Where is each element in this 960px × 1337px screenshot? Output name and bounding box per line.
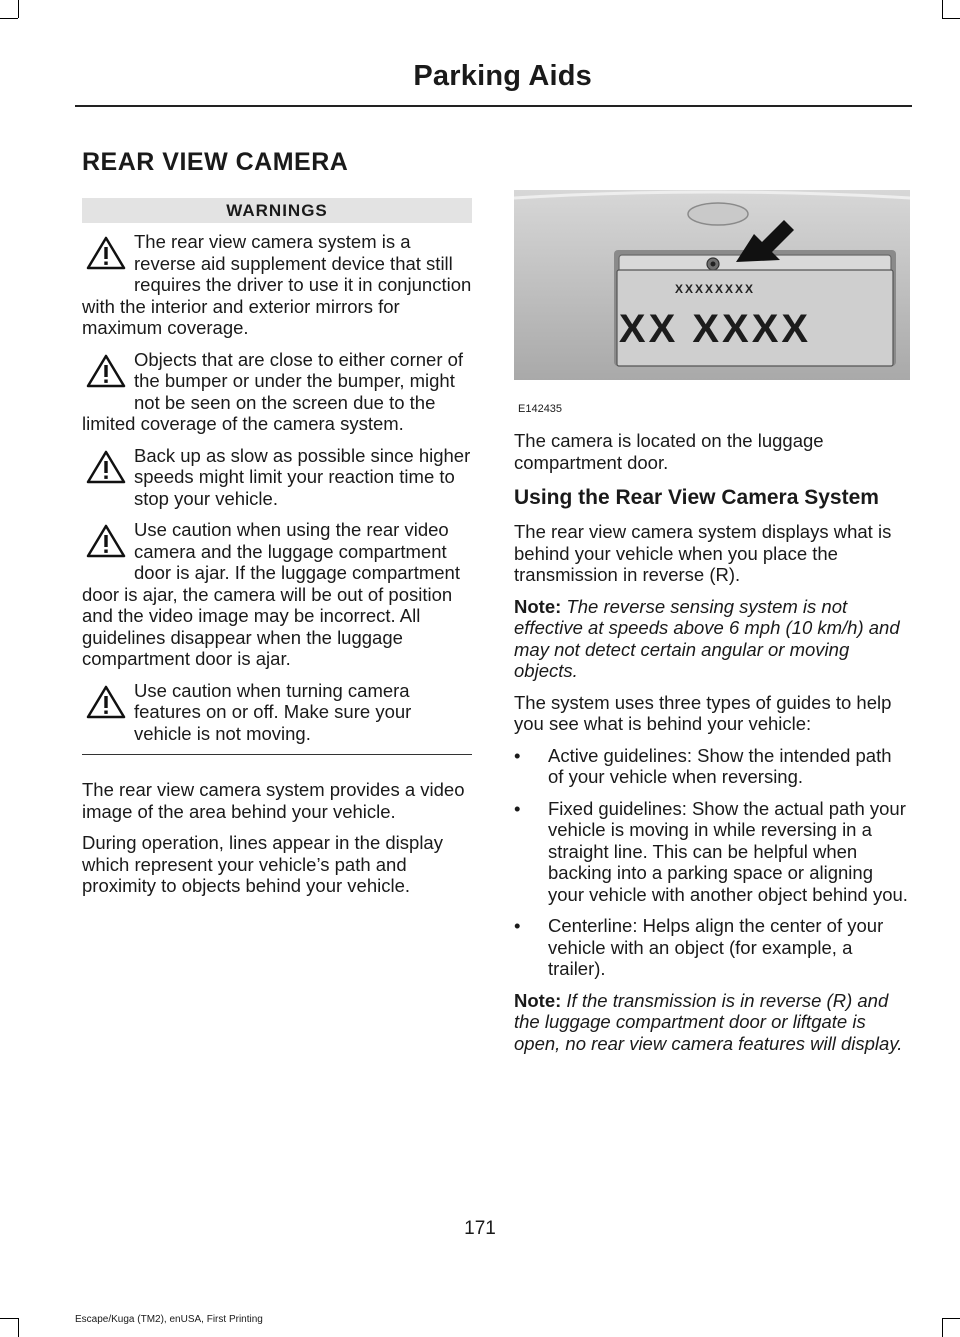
footer-text: Escape/Kuga (TM2), enUSA, First Printing [75,1314,263,1325]
liftgate-illustration [514,190,910,380]
handle-recess [688,203,748,225]
note [514,990,908,1055]
crop-mark [942,1318,943,1337]
camera-location-illustration [514,190,910,380]
crop-mark [18,0,19,18]
warning-triangle-icon [86,450,126,484]
body-paragraph: The rear view camera system displays what is behind your vehicle when you place the transmission in reverse (R). [514,521,892,585]
crop-mark [942,18,960,19]
plate-top-text: XXXXXXXX [674,282,756,296]
list-item: • Fixed guidelines: Show the actual path your vehicle is moving in while reversing in a straight line. This can be helpful when backing into a parking space or aligning your vehicle with another object behind you. [514,797,908,905]
body-paragraph: During operation, lines appear in the display which represent your vehicle’s path and proximity to objects behind your vehicle. [82,832,443,896]
note-text: If the transmission is in reverse (R) and the luggage compartment door or liftgate is open, no rear view camera features will display. [514,989,903,1054]
subheading: Using the Rear View Camera System [514,486,879,509]
list-item: • Centerline: Helps align the center of your vehicle with an object (for example, a trailer). [514,915,884,979]
list-item: • Active guidelines: Show the intended path of your vehicle when reversing. [514,744,892,787]
warning-item: Back up as slow as possible since higher speeds might limit your reaction time to stop your vehicle. [82,445,472,510]
warnings-divider [82,754,472,755]
warning-triangle-icon [86,236,126,270]
warning-item: Use caution when turning camera features on or off. Make sure your vehicle is not moving. [82,680,472,745]
warning-triangle-icon [86,524,126,558]
figure-code: E142435 [518,403,563,415]
warning-item: Objects that are close to either corner of the bumper or under the bumper, might not be seen on the screen due to the limited coverage of the camera system. [82,348,464,434]
bullet-glyph: • [514,797,521,819]
figure-caption: The camera is located on the luggage compartment door. [514,430,824,473]
note-label: Note: [514,595,562,617]
warning-triangle-icon [86,354,126,388]
body-paragraph: The system uses three types of guides to help you see what is behind your vehicle: [514,691,892,734]
crop-mark [942,0,943,18]
warning-triangle-icon [86,685,126,719]
bullet-glyph: • [514,915,521,936]
left-column [82,198,472,907]
page-number: 171 [464,1218,496,1239]
crop-mark [0,1318,18,1319]
note-label: Note: [514,989,562,1011]
page-title: REAR VIEW CAMERA [82,148,349,176]
crop-mark [0,18,18,19]
note [514,596,908,682]
warning-item: The rear view camera system is a reverse aid supplement device that still requires the driver to use it in conjunction with the interior and exterior mirrors for maximum coverage. [82,231,472,338]
crop-mark [942,1318,960,1319]
bullet-glyph: • [514,744,521,766]
body-paragraph: The rear view camera system provides a video image of the area behind your vehicle. [82,779,465,822]
warning-item: Use caution when using the rear video camera and the luggage compartment door is ajar. If the luggage compartment door is ajar, the camera will be out of position and the video image may be incorrect. All guidelines disappear when the luggage compartment door is ajar. [82,519,460,669]
note-text: The reverse sensing system is not effective at speeds above 6 mph (10 km/h) and may not detect certain angular or moving objects. [514,595,900,681]
plate-main-text: XX XXXX [618,307,812,351]
warnings-header: WARNINGS [82,198,472,223]
section-header: Parking Aids [413,60,592,92]
header-rule [75,105,912,107]
crop-mark [18,1318,19,1337]
right-column [514,430,908,1064]
